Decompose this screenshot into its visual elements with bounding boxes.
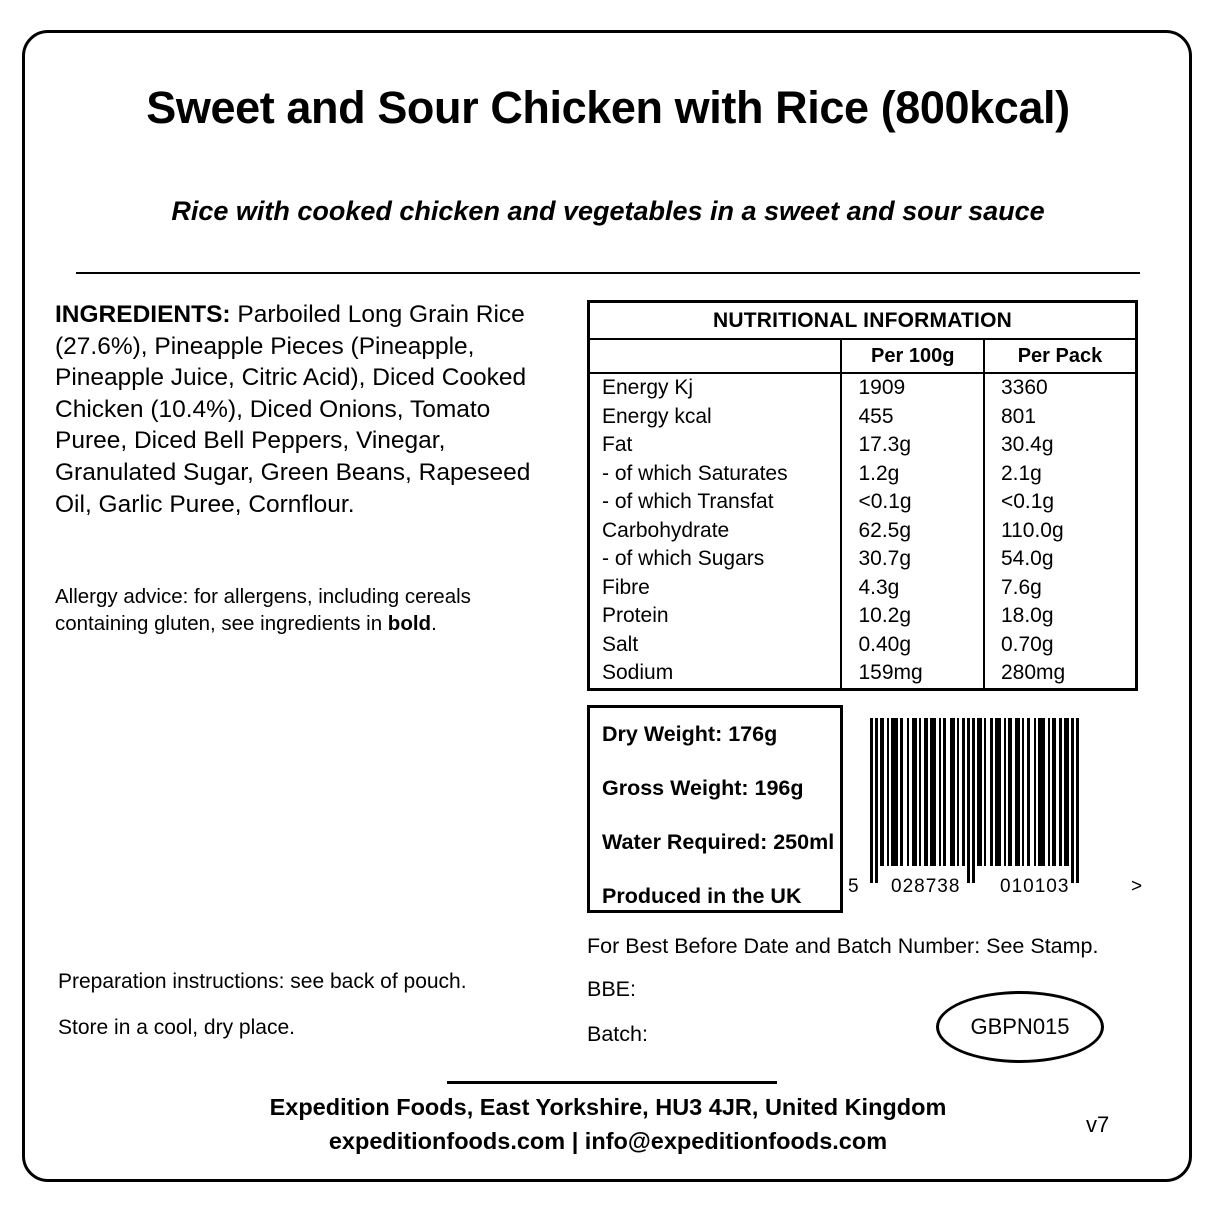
table-row xyxy=(590,631,1135,660)
allergy-advice xyxy=(55,583,555,638)
nutrition-row-label: Energy Kj xyxy=(602,376,694,400)
barcode xyxy=(848,718,1158,908)
gross-weight: Gross Weight: 196g xyxy=(602,776,804,800)
nutrition-row-per100g: 17.3g xyxy=(841,431,984,460)
nutrition-row-label: Energy kcal xyxy=(602,404,712,428)
country-code-stamp: GBPN015 xyxy=(936,991,1104,1063)
divider-bottom xyxy=(447,1081,777,1084)
storage-instructions: Store in a cool, dry place. xyxy=(58,1016,295,1039)
nutrition-row-per100g: <0.1g xyxy=(841,488,984,517)
produced-in: Produced in the UK xyxy=(602,884,802,908)
nutrition-row-label: Carbohydrate xyxy=(602,518,730,542)
nutrition-row-perpack: 18.0g xyxy=(984,602,1135,631)
table-row xyxy=(590,488,1135,517)
page-title: Sweet and Sour Chicken with Rice (800kcal) xyxy=(146,82,1070,133)
barcode-suffix: > xyxy=(1131,876,1144,897)
nutrition-row-perpack: 30.4g xyxy=(984,431,1135,460)
nutrition-col-per100g: Per 100g xyxy=(841,340,984,373)
nutrition-row-per100g: 455 xyxy=(841,403,984,432)
table-row xyxy=(590,373,1135,403)
ingredients-text: Parboiled Long Grain Rice (27.6%), Pineapple Pieces (Pineapple, Pineapple Juice, Citric Acid), Diced Cooked Chicken (10.4%), Diced Onions, Tomato Puree, Diced Bell Peppers, Vinegar, Granulated Sugar, Green Beans, Rapeseed Oil, Garlic Puree, Cornflour. xyxy=(55,301,531,518)
nutrition-row-per100g: 4.3g xyxy=(841,574,984,603)
table-row xyxy=(590,602,1135,631)
version-label: v7 xyxy=(1086,1112,1110,1137)
best-before-note: For Best Before Date and Batch Number: See Stamp. xyxy=(587,934,1099,958)
nutrition-row-label: - of which Saturates xyxy=(602,461,788,485)
allergy-advice-pre: Allergy advice: for allergens, including cereals containing gluten, see ingredients in xyxy=(55,585,471,636)
footer-contact: expeditionfoods.com | info@expeditionfoods.com xyxy=(328,1128,888,1154)
nutrition-row-per100g: 159mg xyxy=(841,659,984,688)
nutrition-row-perpack: 7.6g xyxy=(984,574,1135,603)
table-row xyxy=(590,574,1135,603)
nutrition-row-perpack: 801 xyxy=(984,403,1135,432)
nutrition-row-per100g: 62.5g xyxy=(841,517,984,546)
nutrition-row-perpack: 2.1g xyxy=(984,460,1135,489)
nutrition-row-per100g: 0.40g xyxy=(841,631,984,660)
dry-weight: Dry Weight: 176g xyxy=(602,722,778,746)
nutrition-row-perpack: 54.0g xyxy=(984,545,1135,574)
nutrition-row-per100g: 30.7g xyxy=(841,545,984,574)
ingredients-block xyxy=(55,299,560,520)
footer-address: Expedition Foods, East Yorkshire, HU3 4JR, United Kingdom xyxy=(269,1094,947,1120)
nutrition-row-label: Salt xyxy=(602,632,639,656)
allergy-advice-bold: bold xyxy=(387,612,432,636)
barcode-bar xyxy=(891,718,898,866)
nutrition-row-label: Fibre xyxy=(602,575,650,599)
nutrition-row-label: Protein xyxy=(602,604,669,628)
nutrition-table xyxy=(587,300,1138,691)
bbe-label: BBE: xyxy=(587,977,636,1001)
table-row xyxy=(590,545,1135,574)
nutrition-row-perpack: 110.0g xyxy=(984,517,1135,546)
product-subtitle: Rice with cooked chicken and vegetables in a sweet and sour sauce xyxy=(171,196,1045,226)
nutrition-row-per100g: 1.2g xyxy=(841,460,984,489)
nutrition-header-row xyxy=(590,340,1135,373)
nutrition-row-label: Sodium xyxy=(602,661,674,685)
water-required: Water Required: 250ml xyxy=(602,830,835,854)
nutrition-row-label: Fat xyxy=(602,433,633,457)
table-row xyxy=(590,659,1135,688)
divider-top xyxy=(76,272,1140,274)
nutrition-row-per100g: 10.2g xyxy=(841,602,984,631)
nutrition-heading: NUTRITIONAL INFORMATION xyxy=(590,303,1135,340)
barcode-group-1: 028738 xyxy=(891,876,961,897)
preparation-instructions: Preparation instructions: see back of pouch. xyxy=(58,970,467,993)
nutrition-row-perpack: 0.70g xyxy=(984,631,1135,660)
table-row xyxy=(590,431,1135,460)
nutrition-row-label: - of which Sugars xyxy=(602,547,765,571)
barcode-bar xyxy=(1038,718,1045,866)
barcode-bar xyxy=(1076,718,1079,883)
nutrition-col-label xyxy=(590,340,841,373)
barcode-bars xyxy=(870,718,1079,866)
barcode-group-2: 010103 xyxy=(1000,876,1070,897)
allergy-advice-post: . xyxy=(431,612,437,636)
table-row xyxy=(590,517,1135,546)
weights-box xyxy=(587,705,843,913)
batch-label: Batch: xyxy=(587,1022,648,1046)
nutrition-row-perpack: 3360 xyxy=(984,373,1135,403)
ingredients-heading: INGREDIENTS: xyxy=(55,301,231,328)
nutrition-row-perpack: 280mg xyxy=(984,659,1135,688)
nutrition-col-perpack: Per Pack xyxy=(984,340,1135,373)
table-row xyxy=(590,403,1135,432)
nutrition-row-perpack: <0.1g xyxy=(984,488,1135,517)
table-row xyxy=(590,460,1135,489)
nutrition-row-per100g: 1909 xyxy=(841,373,984,403)
nutrition-row-label: - of which Transfat xyxy=(602,490,774,514)
barcode-prefix: 5 xyxy=(848,876,860,897)
